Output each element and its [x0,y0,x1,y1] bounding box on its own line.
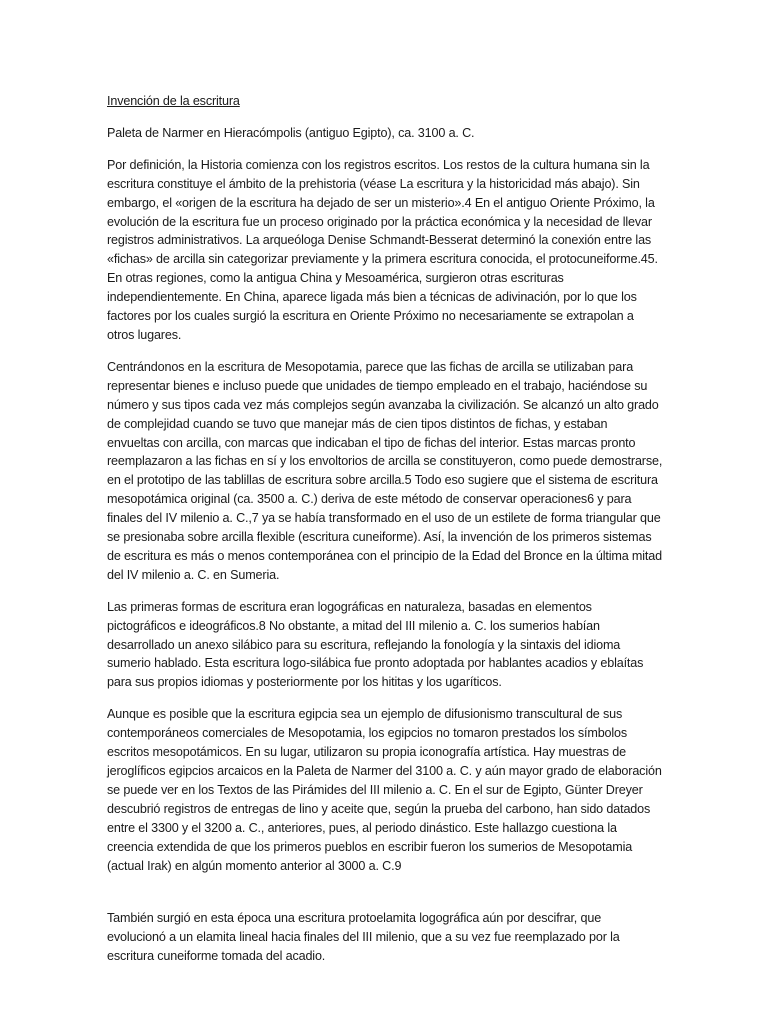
paragraph-caption: Paleta de Narmer en Hieracómpolis (antiguo Egipto), ca. 3100 a. C. [107,125,475,140]
paragraph-mesopotamia: Centrándonos en la escritura de Mesopotamia, parece que las fichas de arcilla se utilizaban para representar bienes e incluso puede que unidades de tiempo empleado en el trabajo, haciéndose su número y sus tipos cada vez más complejos según avanzaba la civilización. Se alcanzó un alto grado de complejidad cuando se tuvo que manejar más de cien tipos distintos de fichas, y estaban envueltas con arcilla, con marcas que indicaban el tipo de fichas del interior. Estas marcas pronto reemplazaron a las fichas en sí y los envoltorios de arcilla se constituyeron, como puede demostrarse, en el prototipo de las tablillas de escritura sobre arcilla.5 Todo eso sugiere que el sistema de escritura mesopotámica original (ca. 3500 a. C.) deriva de este método de conservar operaciones6 y para finales del IV milenio a. C.,7 ya se había transformado en el uso de un estilete de forma triangular que se presionaba sobre arcilla flexible (escritura cuneiforme). Así, la invención de los primeros sistemas de escritura es más o menos contemporánea con el principio de la Edad del Bronce en la última mitad del IV milenio a. C. en Sumeria. [107,359,663,582]
paragraph-logographic: Las primeras formas de escritura eran logográficas en naturaleza, basadas en elementos pictográficos e ideográficos.8 No obstante, a mitad del III milenio a. C. los sumerios habían desarrollado un anexo silábico para su escritura, reflejando la fonología y la sintaxis del idioma sumerio hablado. Esta escritura logo-silábica fue pronto adoptada por hablantes acadios y eblaítas para sus propios idiomas y posteriormente por los hititas y los ugaríticos. [107,599,644,690]
document-title: Invención de la escritura [107,94,240,108]
paragraph-protoelamite: También surgió en esta época una escritura protoelamita logográfica aún por descifrar, que evolucionó a un elamita lineal hacia finales del III milenio, que a su vez fue reemplazado por la escritura cuneiforme tomada del acadio. [107,911,620,964]
paragraph-definition: Por definición, la Historia comienza con los registros escritos. Los restos de la cultura humana sin la escritura constituye el ámbito de la prehistoria (véase La escritura y la historicidad más abajo). Sin embargo, el «origen de la escritura ha dejado de ser un misterio».4 En el antiguo Oriente Próximo, la evolución de la escritura fue un proceso originado por la práctica económica y la necesidad de llevar registros administrativos. La arqueóloga Denise Schmandt-Besserat determinó la conexión entre las «fichas» de arcilla sin categorizar previamente y la primera escritura conocida, el protocuneiforme.45. En otras regiones, como la antigua China y Mesoamérica, surgieron otras escrituras independientemente. En China, aparece ligada más bien a técnicas de adivinación, por lo que los factores por los cuales surgió la escritura en Oriente Próximo no necesariamente se extrapolan a otros lugares. [107,157,658,342]
document-page [107,92,663,979]
paragraph-egypt: Aunque es posible que la escritura egipcia sea un ejemplo de difusionismo transcultural de sus contemporáneos comerciales de Mesopotamia, los egipcios no tomaron prestados los símbolos escritos mesopotámicos. En su lugar, utilizaron su propia iconografía artística. Hay muestras de jeroglíficos egipcios arcaicos en la Paleta de Narmer del 3100 a. C. y aún mayor grado de elaboración se puede ver en los Textos de las Pirámides del III milenio a. C. En el sur de Egipto, Günter Dreyer descubrió registros de entregas de lino y aceite que, según la prueba del carbono, han sido datados entre el 3300 y el 3200 a. C., anteriores, pues, al periodo dinástico. Este hallazgo cuestiona la creencia extendida de que los primeros pueblos en escribir fueron los sumerios de Mesopotamia (actual Irak) en algún momento anterior al 3000 a. C.9 [107,707,662,873]
